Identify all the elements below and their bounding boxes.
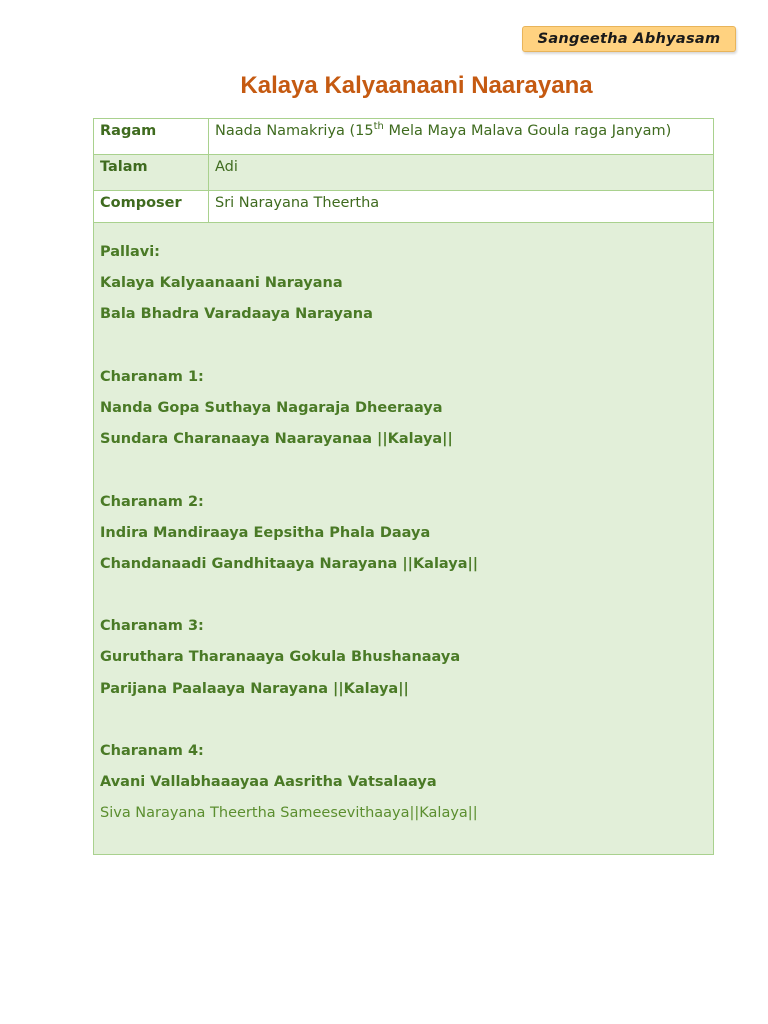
charanam-4-heading: Charanam 4: <box>100 743 204 759</box>
stanza-gap <box>100 705 707 736</box>
charanam-1-line: Sundara Charanaaya Naarayanaa ||Kalaya|| <box>100 431 453 448</box>
pallavi-heading: Pallavi: <box>100 244 160 260</box>
charanam-2-line: Chandanaadi Gandhitaaya Narayana ||Kalaya|| <box>100 555 479 572</box>
composer-label: Composer <box>94 191 209 223</box>
stanza-gap <box>100 331 707 362</box>
talam-value: Adi <box>209 155 714 191</box>
stanza-gap <box>100 580 707 611</box>
lyrics-cell <box>94 223 714 855</box>
charanam-3-line: Parijana Paalaaya Narayana ||Kalaya|| <box>100 680 409 697</box>
charanam-2-heading: Charanam 2: <box>100 493 204 510</box>
ragam-value-end: Mela Maya Malava Goula raga Janyam) <box>383 123 672 139</box>
ragam-label: Ragam <box>94 119 209 155</box>
pallavi-line: Kalaya Kalyaanaani Narayana <box>100 275 343 292</box>
brand-badge <box>522 26 736 52</box>
charanam-4-line: Avani Vallabhaaayaa Aasritha Vatsalaaya <box>100 774 437 791</box>
lyrics-row <box>94 223 714 855</box>
talam-row <box>94 155 714 191</box>
ragam-value <box>209 119 714 155</box>
pallavi-line: Bala Bhadra Varadaaya Narayana <box>100 306 373 323</box>
charanam-3-line: Guruthara Tharanaaya Gokula Bhushanaaya <box>100 649 461 666</box>
composer-row <box>94 191 714 223</box>
composer-value: Sri Narayana Theertha <box>209 191 714 223</box>
charanam-1-line: Nanda Gopa Suthaya Nagaraja Dheeraaya <box>100 399 443 416</box>
charanam-1-heading: Charanam 1: <box>100 368 204 385</box>
charanam-3-heading: Charanam 3: <box>100 618 204 635</box>
ragam-superscript: th <box>373 121 384 133</box>
ragam-row <box>94 119 714 155</box>
talam-label: Talam <box>94 155 209 191</box>
brand-name: Sangeetha Abhyasam <box>537 31 721 47</box>
charanam-4-line: Siva Narayana Theertha Sameesevithaaya||Kalaya|| <box>100 805 478 822</box>
ragam-value-start: Naada Namakriya (15 <box>215 123 374 139</box>
page-title: Kalaya Kalyaanaani Naarayana <box>240 72 593 99</box>
charanam-2-line: Indira Mandiraaya Eepsitha Phala Daaya <box>100 524 431 541</box>
song-details-table <box>93 118 714 855</box>
stanza-gap <box>100 455 707 486</box>
